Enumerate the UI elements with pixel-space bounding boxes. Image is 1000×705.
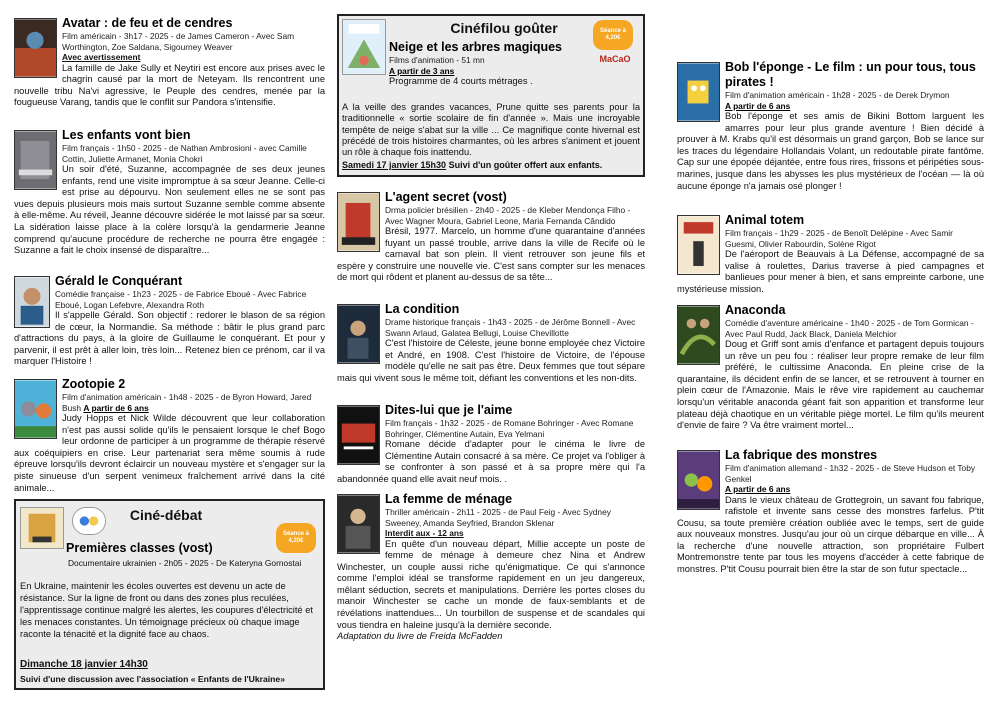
macao-logo: MaCaO <box>599 54 631 64</box>
film-meta: Film d'animation allemand - 1h32 - 2025 - de Steve Hudson et Toby Genkel <box>725 463 976 484</box>
poster-dites-lui <box>337 405 380 465</box>
film-agent-secret[interactable] <box>337 190 645 284</box>
film-title: Neige et les arbres magiques <box>389 40 562 54</box>
film-meta: Drame historique français - 1h43 - 2025 - de Jérôme Bonnell - Avec Swann Arlaud, Galatea Bellugi, Louise Chevillotte <box>385 317 636 338</box>
film-synopsis: Dans le vieux château de Grottegroin, un savant fou fabrique, rafistole et invente sans cesse des monstres farfelus. P'tit Cousu, sa toute première création oubliée avec le temps, sert de guide aux nouveaux monstres. Jusqu'au jour où un cirque débarque en ville... À la recherche d'une nouvelle attraction, son propriétaire Fulbert Montremonstre tente par tous les moyens d'accéder à cette fabrique de monstres. P'tit Cousu pourrait bien être la star de son futur spectacle... <box>677 494 984 575</box>
film-synopsis: En Ukraine, maintenir les écoles ouvertes est devenu un acte de résistance. Sur la ligne de front ou dans des zones plus reculées, l'apprentissage continue malgré les alertes, les coupures d'électricité et les menaces constantes. Un témoignage précieux où chaque image raconte la ténacité et la dignité face au chaos. <box>20 581 313 639</box>
poster-agent-secret <box>337 192 380 252</box>
film-title: Dites-lui que je l'aime <box>385 403 513 417</box>
film-avatar[interactable] <box>14 16 325 109</box>
film-synopsis: Romane décide d'adapter pour le cinéma le livre de Clémentine Autain consacré à sa mère. Ce projet va l'obliger à se confronter à son passé et à sa propre mère qui l'a abandonnée quand elle avait neuf mois. . <box>337 439 645 484</box>
screening-note: Suivi d'un goûter offert aux enfants. <box>446 160 603 170</box>
poster-la-condition <box>337 304 380 364</box>
age-label: A partir de 6 ans <box>83 402 149 413</box>
price-badge: Séance à 4,20€ <box>276 523 316 553</box>
film-bob-leponge[interactable] <box>677 60 984 192</box>
cine-debat-box <box>14 499 325 690</box>
film-meta: Thriller américain - 2h11 - 2025 - de Paul Feig - Avec Sydney Sweeney, Amanda Seyfried, Brandon Sklenar <box>385 507 611 528</box>
film-gerald[interactable] <box>14 274 325 368</box>
film-dites-lui[interactable] <box>337 403 645 485</box>
film-title: La fabrique des monstres <box>725 448 878 462</box>
cinefilou-box <box>337 14 645 177</box>
poster-femme-de-menage <box>337 494 380 554</box>
film-title: Anaconda <box>725 303 786 317</box>
film-zootopie[interactable] <box>14 377 325 494</box>
film-enfants-vont-bien[interactable] <box>14 128 325 257</box>
film-meta: Film français - 1h29 - 2025 - de Benoît Delépine - Avec Samir Guesmi, Olivier Rabourdin, Solène Rigot <box>725 228 953 249</box>
film-anaconda[interactable] <box>677 303 984 432</box>
film-synopsis: La famille de Jake Sully et Neytiri est encore aux prises avec le chagrin causé par la mort de Neteyam. Ils rencontrent une nouvelle tribu Na'vi agressive, le Peuple des cendres, menée par la fougueuse Varang, tandis que le conflit sur Pandora s'intensifie. <box>14 62 325 108</box>
film-meta-text: Film d'animation américain - 1h48 - 2025 - de Byron Howard, Jared Bush <box>62 392 312 413</box>
film-animal-totem[interactable] <box>677 213 984 295</box>
film-title: Les enfants vont bien <box>62 128 191 142</box>
film-meta: Film d'animation américain - 1h28 - 2025 - de Derek Drymon <box>725 90 950 100</box>
screening-date: Dimanche 18 janvier 14h30 <box>20 659 148 670</box>
poster-neige <box>342 19 386 75</box>
film-la-condition[interactable] <box>337 302 645 384</box>
price-badge: Séance à 4,20€ <box>593 20 633 50</box>
film-meta: Film français - 1h50 - 2025 - de Nathan Ambrosioni - avec Camille Cottin, Juliette Armanet, Monia Chokri <box>62 143 307 164</box>
association-logo-icon <box>72 507 106 535</box>
screening-date: Samedi 17 janvier 15h30 <box>342 160 447 170</box>
film-title: Gérald le Conquérant <box>55 274 183 288</box>
film-meta: Films d'animation - 51 mn <box>389 55 485 65</box>
box-title: Ciné-débat <box>129 507 203 523</box>
film-fabrique-des-monstres[interactable] <box>677 448 984 576</box>
film-synopsis: Bob l'éponge et ses amis de Bikini Bottom larguent les amarres pour leur plus grande aventure ! Bien décidé à prouver à M. Krabs qu'il est désormais un grand garçon, Bob se lance sur les traces du légendaire Hollandais Volant, un redoutable pirate fantôme. Cap sur une épopée déjantée, entre fous rires, frissons et péripéties sous-marines, jusque dans les abysses les plus mystérieux de l'océan — là où aucune éponge n'a jamais osé plonger ! <box>677 111 984 191</box>
film-synopsis: Judy Hopps et Nick Wilde découvrent que leur collaboration n'est pas aussi solide qu'ils le pensaient lorsque le chef Bogo leur ordonne de participer à un programme de thérapie réservé aux coéquipiers en crise. Leur partenariat sera même soumis à rude épreuve lorsqu'ils devront éclaircir un nouveau mystère et s'engager sur la piste sinueuse d'un serpent venimeux fraîchement arrivé dans la cité animale... <box>14 413 325 493</box>
film-meta: Film américain - 3h17 - 2025 - de James Cameron - Avec Sam Worthington, Zoe Saldana, Sigourney Weaver <box>62 31 295 52</box>
film-meta: Comédie d'aventure américaine - 1h40 - 2025 - de Tom Gormican - Avec Paul Rudd, Jack Black, Daniela Melchior <box>725 318 974 339</box>
film-title: Avatar : de feu et de cendres <box>62 16 233 30</box>
adaptation-note: Adaptation du livre de Freida McFadden <box>337 631 503 642</box>
film-synopsis: C'est l'histoire de Céleste, jeune bonne employée chez Victoire et André, en 1908. C'est l'histoire de Victoire, de l'épouse modèle qu'elle ne sait pas être. Deux femmes que tout sépare mais qui vivent sous le même toit, défiant les conventions et les non-dits. <box>337 338 645 383</box>
poster-animal-totem <box>677 215 720 275</box>
age-label: A partir de 3 ans <box>389 65 455 76</box>
poster-premieres-classes <box>20 507 64 549</box>
film-synopsis: Doug et Griff sont amis d'enfance et partagent depuis toujours un rêve un peu fou : réaliser leur propre remake de leur film préféré, le cultissime Anaconda. En pleine crise de la quarantaine, ils décident enfin de se lancer, et se retrouvent à tourner en plein cœur de l'Amazonie. Mais le rêve vire rapidement au cauchemar lorsqu'un véritable anaconda géant fait son apparition et transforme leur plateau déjà chaotique en un véritable piège mortel. Le film qu'ils meurent d'envie de faire ? Va être vraiment mortel... <box>677 339 984 431</box>
screening-note: Suivi d'une discussion avec l'association « Enfants de l'Ukraine» <box>20 674 285 684</box>
film-synopsis: Un soir d'été, Suzanne, accompagnée de ses deux jeunes enfants, rend une visite impromptue à sa sœur Jeanne. Celle-ci est prise au dépourvu. Non seulement elles ne se sont pas vues depuis plusieurs mois mais surtout Suzanne semble comme absente à elle-même. Au réveil, Jeanne découvre sidérée le mot laissé par sa sœur. La sidération laisse place à la colère lorsqu'à la gendarmerie Jeanne comprend qu'aucune procédure de recherche ne pourra être engagée : Suzanne a fait le choix insensé de disparaître... <box>14 164 325 256</box>
poster-enfants <box>14 130 57 190</box>
screening-line <box>342 160 602 170</box>
box-title: Cinéfilou goûter <box>450 20 558 36</box>
film-title: L'agent secret (vost) <box>385 190 507 204</box>
poster-gerald <box>14 276 50 328</box>
poster-bob-leponge <box>677 62 720 122</box>
warning-label: Avec avertissement <box>62 52 141 62</box>
program-note: Programme de 4 courts métrages . <box>389 76 533 86</box>
film-premieres-classes[interactable] <box>66 541 266 556</box>
film-title: Bob l'éponge - Le film : un pour tous, tous pirates ! <box>725 60 976 89</box>
film-synopsis: En quête d'un nouveau départ, Millie accepte un poste de femme de ménage à demeure chez Nina et Andrew Winchester, un couple aussi riche qu'énigmatique. Ce qui s'annonce comme l'emploi idéal se transforme rapidement en un jeu dangereux, mêlant séduction, secrets et manipulations. Derrière les portes closes du manoir Winchester se cache un monde de faux-semblants et de révélations inattendues... Un tourbillon de suspense et de scandales qui vous tiendra en haleine jusqu'à la dernière seconde. <box>337 538 645 630</box>
film-neige[interactable] <box>389 40 589 88</box>
age-label: A partir de 6 ans <box>725 100 791 111</box>
poster-zootopie <box>14 379 57 439</box>
film-meta: Film français - 1h32 - 2025 - de Romane Bohringer - Avec Romane Bohringer, Clémentine Autain, Eva Yelmani <box>385 418 634 439</box>
film-meta <box>14 392 325 413</box>
film-meta: Comédie française - 1h23 - 2025 - de Fabrice Eboué - Avec Fabrice Eboué, Logan Lefebvre, Alexandra Roth <box>55 289 307 310</box>
film-synopsis: Brésil, 1977. Marcelo, un homme d'une quarantaine d'années fuyant un passé trouble, arrive dans la ville de Recife où le carnaval bat son plein. Il vient retrouver son jeune fils et espère y construire une nouvelle vie. C'est sans compter sur les menaces de mort qui rôdent et planent au-dessus de sa tête... <box>337 226 645 283</box>
age-label: A partir de 6 ans <box>725 484 791 494</box>
film-title: La femme de ménage <box>385 492 513 506</box>
film-meta: Documentaire ukrainien - 2h05 - 2025 - De Kateryna Gornostai <box>68 558 302 568</box>
warning-label: Interdit aux - 12 ans <box>385 528 464 538</box>
film-title: Premières classes (vost) <box>66 541 213 555</box>
film-title: La condition <box>385 302 460 316</box>
film-title: Animal totem <box>725 213 805 227</box>
film-meta: Drma policier brésilien - 2h40 - 2025 - de Kleber Mendonça Filho - Avec Wagner Moura, Gabriel Leone, Maria Fernanda Cândido <box>385 205 631 226</box>
film-femme-de-menage[interactable] <box>337 492 645 643</box>
film-title: Zootopie 2 <box>62 377 126 391</box>
poster-avatar <box>14 18 57 78</box>
film-synopsis: Il s'appelle Gérald. Son objectif : redorer le blason de sa région de cœur, la Normandie. Sa méthode : bâtir le plus grand parc d'attractions du pays, à la gloire de Guillaume le conquérant. Et pour y parvenir, il est prêt à aller loin, très loin... Retenez bien ce prénom, car il va marquer l'Histoire ! <box>14 310 325 367</box>
poster-fabrique-des-monstres <box>677 450 720 510</box>
poster-anaconda <box>677 305 720 365</box>
film-synopsis: De l'aéroport de Beauvais à La Défense, accompagné de sa valise à roulettes, Darius traverse à pied campagnes et banlieues pour mener à bien, et sans empreinte carbone, une mystérieuse mission. <box>677 249 984 294</box>
film-synopsis: A la veille des grandes vacances, Prune quitte ses parents pour la traditionnelle « sortie scolaire de fin d'année ». Mais une incroyable tempête de neige s'abat sur la ville ... Ce magnifique conte hivernal est précédé de trois histoires charmantes, où les arbres s'animent et jouent un rôle à chaque fois inattendu. <box>342 102 640 158</box>
